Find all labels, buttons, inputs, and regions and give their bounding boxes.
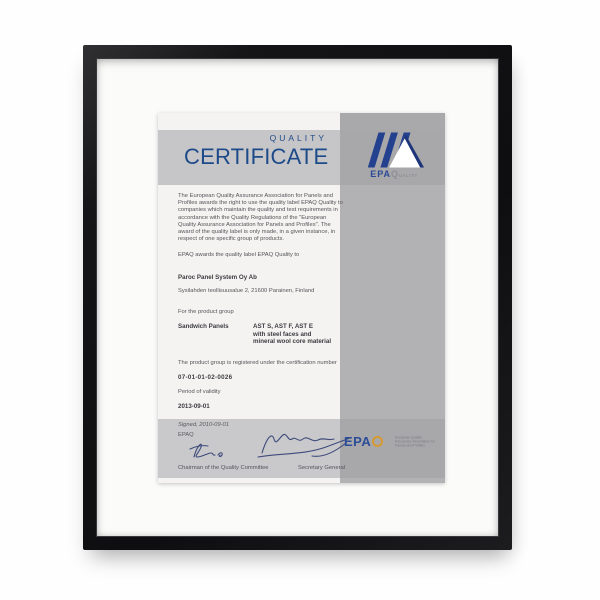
validity-date: 2013-09-01 [178, 403, 210, 410]
org-line-3: Panels and Profiles [395, 443, 425, 448]
certificate-title: CERTIFICATE [184, 144, 329, 169]
validity-label: Period of validity [178, 389, 221, 395]
company-name: Paroc Panel System Oy Ab [178, 274, 257, 281]
epaq-epa-text: EPA [370, 169, 392, 179]
certificate-paper [158, 113, 445, 483]
certificate-header [184, 133, 328, 170]
award-paragraph: EPAQ awards the quality label EPAQ Quality to [178, 252, 300, 258]
product-group-name: Sandwich Panels [178, 323, 229, 330]
right-gray-column-top [340, 113, 445, 130]
org-line-2: Assurance Association for [395, 439, 436, 444]
epaq-bottom-epa-text: EPA [344, 434, 372, 449]
product-description [253, 323, 343, 346]
registration-text: The product group is registered under the certification number [178, 360, 337, 366]
secretary-title: Secretary General [298, 465, 346, 471]
secretary-signature [252, 429, 356, 463]
epaq-q-text: Q [391, 169, 400, 179]
white-mat [97, 59, 498, 536]
org-line-1: European Quality [395, 436, 422, 440]
quality-label: QUALITY [269, 133, 327, 143]
epaq-stripes-icon [362, 132, 426, 168]
epaq-gold-q-icon [372, 436, 383, 447]
signed-date-line: Signed, 2010-09-01 [178, 422, 229, 428]
product-group-intro: For the product group [178, 309, 234, 315]
chairman-title: Chairman of the Quality Committee [178, 465, 269, 471]
company-address: Sysilahden teollisuusalue 2, 21600 Parainen, Finland [178, 288, 315, 294]
certification-number: 07-01-01-02-0026 [178, 374, 233, 381]
signed-org: EPAQ [178, 432, 194, 438]
chairman-signature [182, 439, 244, 463]
epaq-uality-text: UALITY [399, 173, 418, 178]
picture-frame [83, 45, 512, 550]
product-line-1: AST S, AST F, AST E [253, 323, 314, 330]
epaq-logo-bottom [344, 434, 383, 449]
intro-paragraph: The European Quality Assurance Association for Panels and Profiles awards the right to use the quality label EPAQ Quality to companies which maintain the quality and test requirements in accordance with the Quality Regulations of the "European Quality Assurance Association for Panels and Profiles". The award of the quality label is only made, in a given instance, in respect of one specific group of products. [178, 193, 343, 243]
epaq-org-name-block [395, 436, 445, 456]
epaq-logo-top-text [358, 169, 430, 179]
product-line-3: mineral wool core material [253, 338, 332, 346]
epaq-logo-top [358, 132, 430, 179]
product-line-2: with steel faces and [253, 330, 312, 338]
